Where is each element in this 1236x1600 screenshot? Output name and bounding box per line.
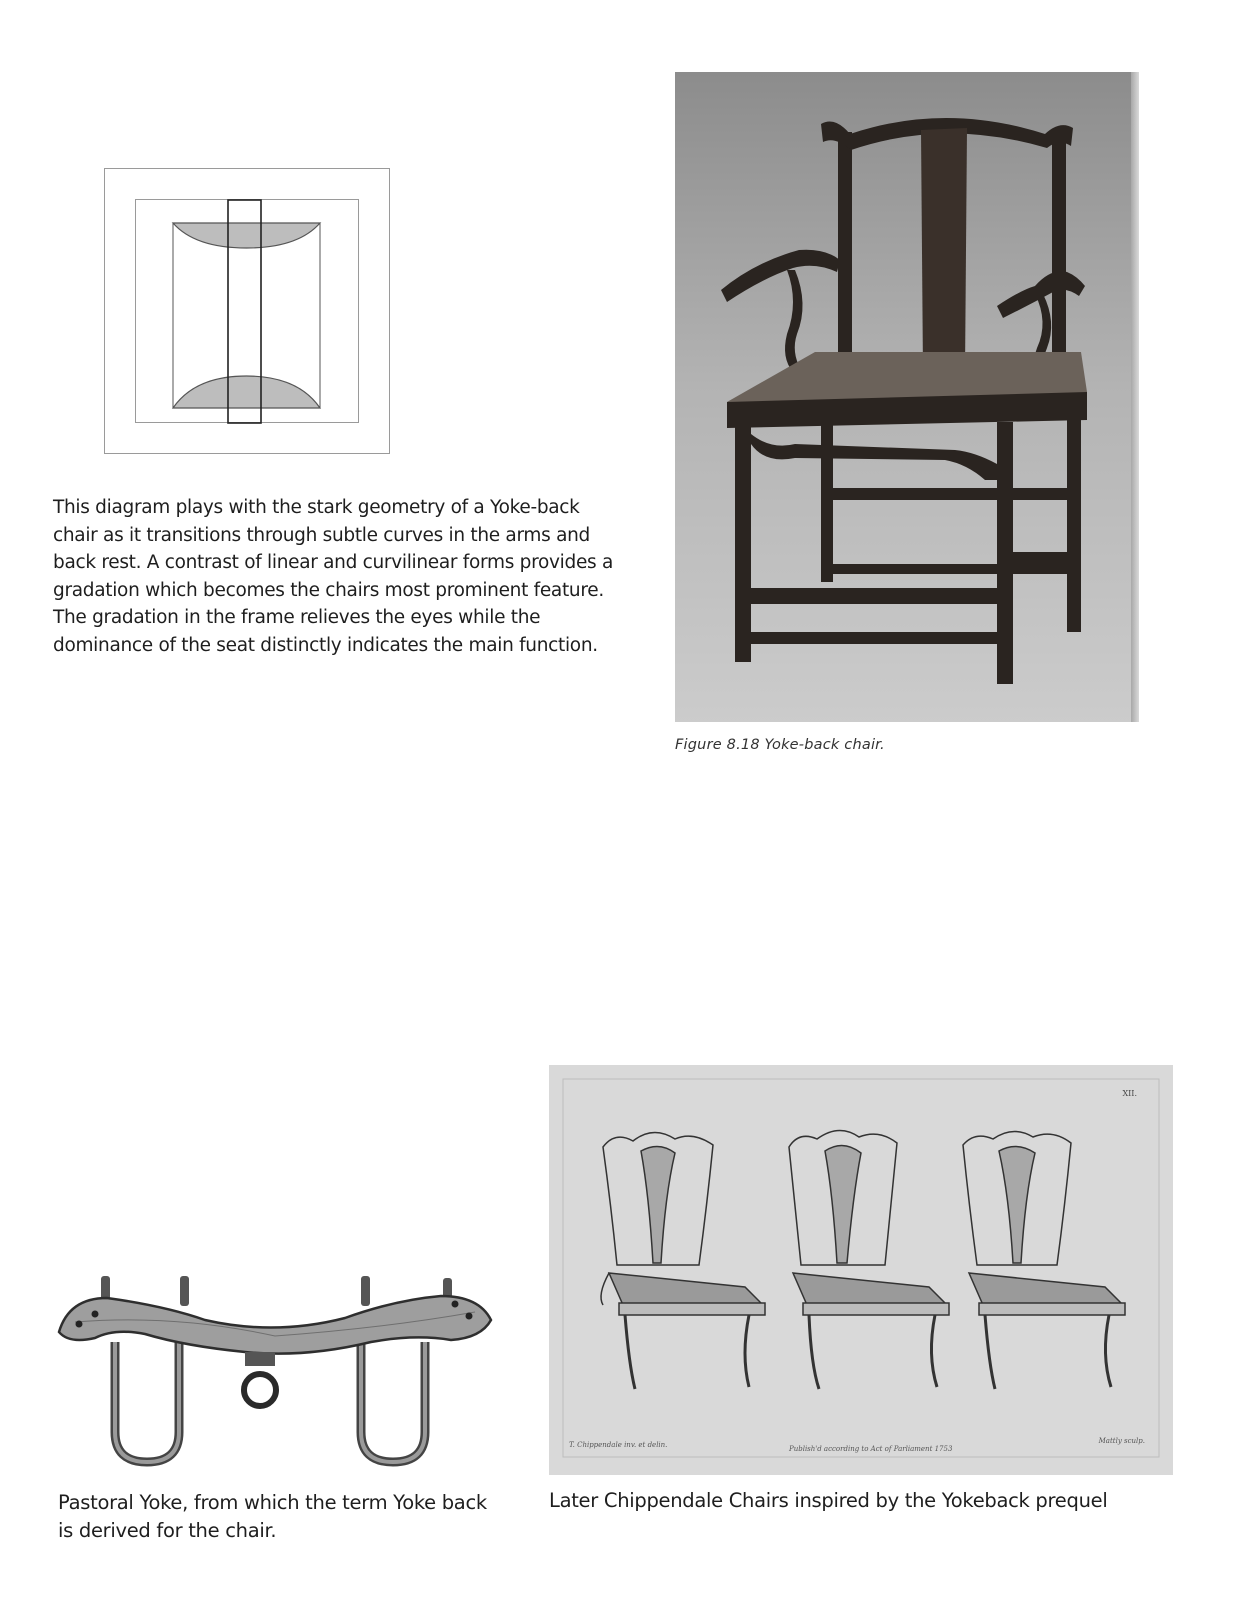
- plate-inscription-right: Mattly sculp.: [1098, 1437, 1145, 1445]
- plate-inscription-center: Publish'd according to Act of Parliament 1753: [789, 1445, 953, 1453]
- chippendale-chairs-engraving: [549, 1065, 1173, 1475]
- yoke-back-chair-photo: [675, 72, 1139, 768]
- engraving-illustration: [549, 1065, 1173, 1475]
- page-edge: [1131, 72, 1139, 768]
- chippendale-chair-2: [789, 1130, 949, 1389]
- yoke-back-geometry-diagram: [104, 168, 390, 454]
- chair-illustration: [675, 72, 1139, 722]
- engraving-caption: Later Chippendale Chairs inspired by the Yokeback prequel: [549, 1489, 1108, 1512]
- plate-number: XII.: [1122, 1089, 1137, 1098]
- yoke-caption: Pastoral Yoke, from which the term Yoke back is derived for the chair.: [58, 1491, 487, 1542]
- chippendale-chair-1: [601, 1132, 765, 1389]
- pastoral-yoke-photo: [55, 1272, 495, 1472]
- diagram-description: This diagram plays with the stark geometry of a Yoke-back chair as it transitions through subtle curves in the arms and back rest. A contrast of linear and curvilinear forms provides a gradation which becomes the chairs most prominent feature. The gradation in the frame relieves the eyes while the dominance of the seat distinctly indicates the main function.: [53, 497, 613, 656]
- chippendale-chair-3: [963, 1131, 1125, 1389]
- figure-caption: Figure 8.18 Yoke-back chair.: [675, 737, 885, 753]
- plate-inscription-left: T. Chippendale inv. et delin.: [569, 1441, 668, 1449]
